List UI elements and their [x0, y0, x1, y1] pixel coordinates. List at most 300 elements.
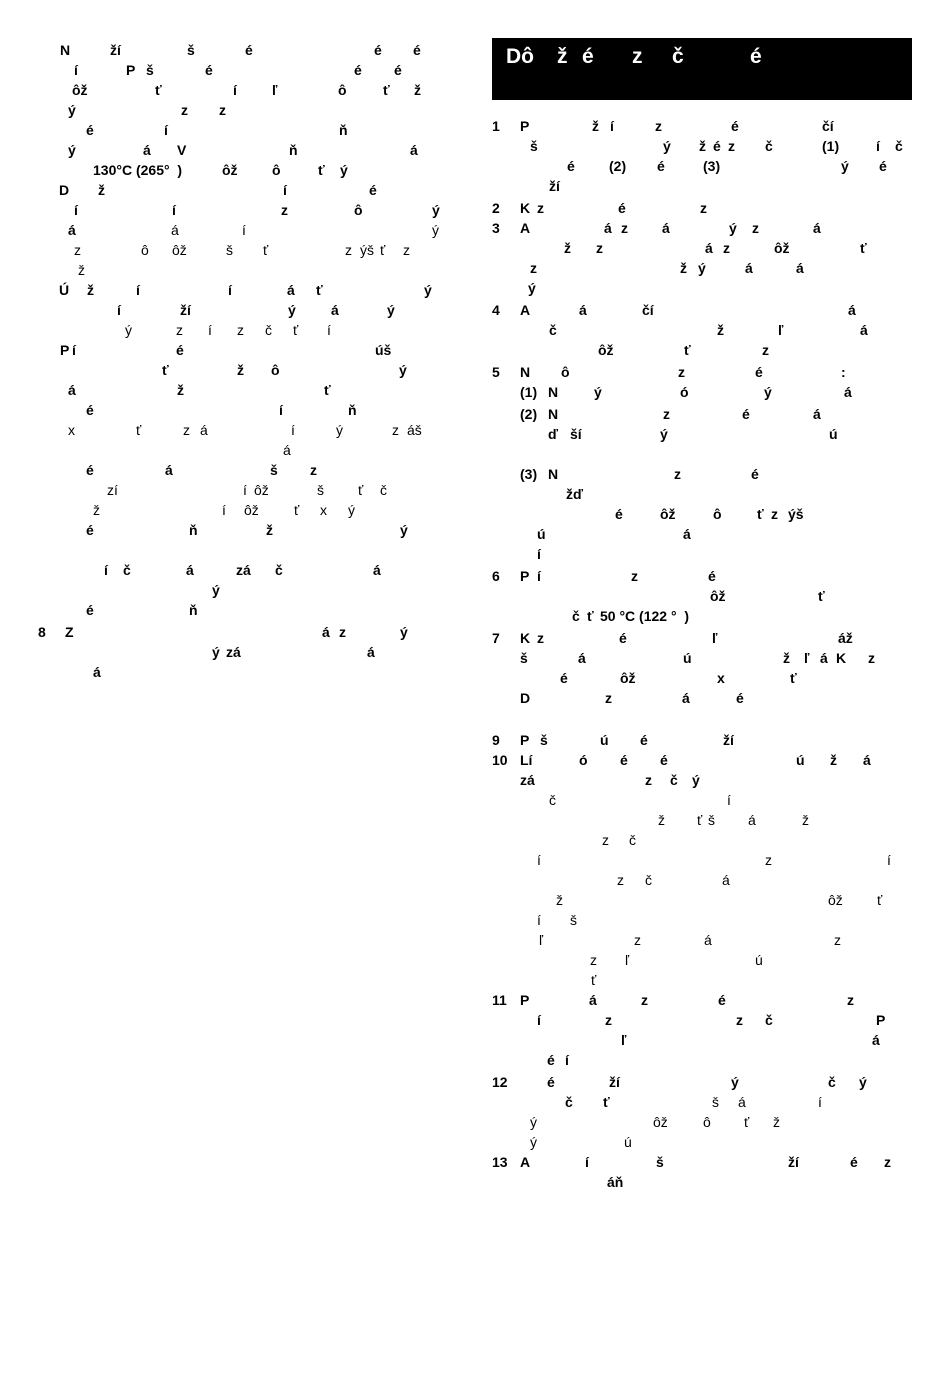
- glyph-fragment: z: [765, 852, 772, 868]
- text-line: [0, 1132, 950, 1152]
- glyph-fragment: z: [771, 506, 778, 522]
- text-line: [0, 504, 950, 524]
- glyph-fragment: ôž: [72, 82, 88, 98]
- glyph-fragment: ý: [399, 362, 407, 378]
- glyph-fragment: (1): [822, 138, 840, 154]
- glyph-fragment: á: [745, 260, 753, 276]
- glyph-fragment: á: [683, 526, 691, 542]
- glyph-fragment: ý: [764, 384, 772, 400]
- glyph-fragment: úš: [375, 342, 392, 358]
- glyph-fragment: ž: [592, 118, 599, 134]
- glyph-fragment: ť: [860, 240, 867, 256]
- glyph-fragment: é: [708, 568, 716, 584]
- glyph-fragment: :: [841, 364, 846, 380]
- glyph-fragment: í: [222, 502, 226, 518]
- glyph-fragment: š: [656, 1154, 664, 1170]
- glyph-fragment: š: [570, 912, 577, 928]
- glyph-fragment: ý: [698, 260, 706, 276]
- glyph-fragment: z: [641, 992, 648, 1008]
- glyph-fragment: ť: [877, 892, 883, 908]
- glyph-fragment: P: [876, 1012, 886, 1028]
- glyph-fragment: 11: [492, 992, 507, 1008]
- glyph-fragment: č: [645, 872, 652, 888]
- glyph-fragment: z: [700, 200, 707, 216]
- glyph-fragment: á: [844, 384, 852, 400]
- glyph-fragment: í: [72, 342, 76, 358]
- glyph-fragment: N: [520, 364, 531, 380]
- glyph-fragment: 2: [492, 200, 500, 216]
- text-line: [0, 730, 950, 750]
- glyph-fragment: Lí: [520, 752, 533, 768]
- glyph-fragment: z: [345, 242, 352, 258]
- glyph-fragment: ť: [757, 506, 764, 522]
- glyph-fragment: D: [59, 182, 70, 198]
- glyph-fragment: ží: [788, 1154, 799, 1170]
- glyph-fragment: ž: [680, 260, 687, 276]
- glyph-fragment: ľ: [539, 932, 544, 948]
- glyph-fragment: z: [403, 242, 410, 258]
- glyph-fragment: á: [68, 382, 76, 398]
- glyph-fragment: ý: [432, 222, 439, 238]
- glyph-fragment: é: [718, 992, 726, 1008]
- glyph-fragment: é: [86, 602, 94, 618]
- glyph-fragment: ť: [136, 422, 142, 438]
- glyph-fragment: é: [713, 138, 721, 154]
- glyph-fragment: í: [610, 118, 614, 134]
- glyph-fragment: ť: [697, 812, 703, 828]
- glyph-fragment: š: [226, 242, 233, 258]
- glyph-fragment: ý: [594, 384, 602, 400]
- glyph-fragment: ú: [537, 526, 546, 542]
- text-line: [0, 628, 950, 648]
- glyph-fragment: é: [547, 1052, 555, 1068]
- text-line: [0, 238, 950, 258]
- glyph-fragment: š: [317, 482, 324, 498]
- glyph-fragment: ží: [180, 302, 191, 318]
- glyph-fragment: ž: [556, 892, 563, 908]
- glyph-fragment: ť: [358, 482, 364, 498]
- glyph-fragment: z: [674, 466, 681, 482]
- glyph-fragment: A: [520, 220, 531, 236]
- glyph-fragment: P: [520, 118, 530, 134]
- glyph-fragment: z: [834, 932, 841, 948]
- glyph-fragment: 130°C (265° ): [93, 162, 183, 178]
- glyph-fragment: í: [164, 122, 168, 138]
- glyph-fragment: á: [820, 650, 828, 666]
- glyph-fragment: ú: [755, 952, 763, 968]
- text-line: [0, 1092, 950, 1112]
- text-line: [0, 424, 950, 444]
- glyph-fragment: í: [537, 568, 541, 584]
- glyph-fragment: áň: [607, 1174, 624, 1190]
- glyph-fragment: é: [176, 342, 184, 358]
- glyph-fragment: z: [634, 932, 641, 948]
- glyph-fragment: í: [74, 62, 78, 78]
- glyph-fragment: ž: [773, 1114, 780, 1130]
- glyph-fragment: x: [717, 670, 725, 686]
- glyph-fragment: z: [736, 1012, 743, 1028]
- text-line: [0, 910, 950, 930]
- glyph-fragment: é: [742, 406, 750, 422]
- text-line: [0, 362, 950, 382]
- glyph-fragment: x: [320, 502, 327, 518]
- glyph-fragment: ôž: [774, 240, 790, 256]
- glyph-fragment: ž: [93, 502, 100, 518]
- glyph-fragment: č: [565, 1094, 573, 1110]
- glyph-fragment: í: [537, 1012, 541, 1028]
- glyph-fragment: ť: [818, 588, 825, 604]
- glyph-fragment: 7: [492, 630, 500, 646]
- glyph-fragment: z: [847, 992, 854, 1008]
- glyph-fragment: z: [655, 118, 662, 134]
- glyph-fragment: č: [265, 322, 272, 338]
- glyph-fragment: é: [620, 752, 628, 768]
- glyph-fragment: 6: [492, 568, 500, 584]
- glyph-fragment: ť: [316, 282, 323, 298]
- glyph-fragment: é: [86, 522, 94, 538]
- glyph-fragment: ž: [830, 752, 837, 768]
- glyph-fragment: ô: [338, 82, 347, 98]
- glyph-fragment: é: [731, 118, 739, 134]
- glyph-fragment: ý: [288, 302, 296, 318]
- glyph-fragment: ú: [829, 426, 838, 442]
- glyph-fragment: á: [860, 322, 868, 338]
- text-line: [0, 1152, 950, 1172]
- glyph-fragment: ť: [591, 972, 597, 988]
- glyph-fragment: V: [177, 142, 187, 158]
- glyph-fragment: z: [596, 240, 603, 256]
- glyph-fragment: á: [589, 992, 597, 1008]
- glyph-fragment: ý: [336, 422, 343, 438]
- glyph-fragment: ý: [125, 322, 132, 338]
- glyph-fragment: á: [287, 282, 295, 298]
- glyph-fragment: ľ: [778, 322, 784, 338]
- glyph-fragment: ôž: [620, 670, 636, 686]
- glyph-fragment: é: [245, 42, 253, 58]
- glyph-fragment: é: [369, 182, 377, 198]
- glyph-fragment: ôž: [660, 506, 676, 522]
- text-line: [0, 116, 950, 136]
- glyph-fragment: ší: [570, 426, 582, 442]
- glyph-fragment: ž: [802, 812, 809, 828]
- text-line: [0, 404, 950, 424]
- glyph-fragment: ží: [110, 42, 121, 58]
- glyph-fragment: ý: [212, 644, 220, 660]
- glyph-fragment: ží: [609, 1074, 620, 1090]
- text-line: [0, 830, 950, 850]
- glyph-fragment: ý: [731, 1074, 739, 1090]
- glyph-fragment: ý: [729, 220, 737, 236]
- glyph-fragment: á: [93, 664, 101, 680]
- glyph-fragment: ľ: [712, 630, 718, 646]
- glyph-fragment: ý: [212, 582, 220, 598]
- glyph-fragment: á: [283, 442, 291, 458]
- glyph-fragment: zá: [236, 562, 251, 578]
- glyph-fragment: š: [540, 732, 548, 748]
- glyph-fragment: x: [68, 422, 75, 438]
- text-line: [0, 990, 950, 1010]
- glyph-fragment: í: [242, 222, 246, 238]
- text-line: [0, 586, 950, 606]
- text-line: [0, 156, 950, 176]
- glyph-fragment: z: [219, 102, 226, 118]
- glyph-fragment: 8: [38, 624, 46, 640]
- glyph-fragment: čí: [822, 118, 834, 134]
- title-fragment: é: [582, 45, 594, 68]
- glyph-fragment: ž: [78, 262, 85, 278]
- text-line: [0, 1112, 950, 1132]
- title-fragment: č: [672, 45, 684, 68]
- glyph-fragment: ú: [683, 650, 692, 666]
- text-line: [0, 218, 950, 238]
- glyph-fragment: á: [748, 812, 756, 828]
- glyph-fragment: ý: [68, 142, 76, 158]
- glyph-fragment: ý: [68, 102, 76, 118]
- glyph-fragment: č: [549, 792, 556, 808]
- glyph-fragment: ôž: [653, 1114, 668, 1130]
- glyph-fragment: á: [682, 690, 690, 706]
- glyph-fragment: é: [86, 122, 94, 138]
- glyph-fragment: K: [836, 650, 847, 666]
- glyph-fragment: z: [176, 322, 183, 338]
- text-line: [0, 382, 950, 402]
- glyph-fragment: í: [727, 792, 731, 808]
- glyph-fragment: é: [86, 462, 94, 478]
- text-line: [0, 890, 950, 910]
- glyph-fragment: z: [281, 202, 288, 218]
- glyph-fragment: K: [520, 200, 531, 216]
- glyph-fragment: é: [413, 42, 421, 58]
- glyph-fragment: é: [618, 200, 626, 216]
- text-line: [0, 524, 950, 544]
- glyph-fragment: P: [126, 62, 136, 78]
- glyph-fragment: ô: [561, 364, 570, 380]
- glyph-fragment: á: [322, 624, 330, 640]
- text-line: [0, 80, 950, 100]
- glyph-fragment: é: [755, 364, 763, 380]
- glyph-fragment: A: [520, 302, 531, 318]
- glyph-fragment: á: [848, 302, 856, 318]
- text-line: [0, 770, 950, 790]
- glyph-fragment: ľ: [804, 650, 810, 666]
- glyph-fragment: š: [708, 812, 715, 828]
- text-line: [0, 1072, 950, 1092]
- glyph-fragment: é: [879, 158, 887, 174]
- glyph-fragment: č: [549, 322, 557, 338]
- glyph-fragment: z: [183, 422, 190, 438]
- glyph-fragment: ý: [432, 202, 440, 218]
- glyph-fragment: á: [143, 142, 151, 158]
- glyph-fragment: áž: [838, 630, 853, 646]
- glyph-fragment: ť: [380, 242, 386, 258]
- glyph-fragment: z: [181, 102, 188, 118]
- text-line: [0, 464, 950, 484]
- text-line: [0, 484, 950, 504]
- text-line: [0, 136, 950, 156]
- glyph-fragment: z: [645, 772, 652, 788]
- glyph-fragment: K: [520, 630, 531, 646]
- glyph-fragment: 5: [492, 364, 500, 380]
- glyph-fragment: 13: [492, 1154, 508, 1170]
- glyph-fragment: í: [537, 546, 541, 562]
- glyph-fragment: š: [270, 462, 278, 478]
- glyph-fragment: z: [663, 406, 670, 422]
- glyph-fragment: 3: [492, 220, 500, 236]
- glyph-fragment: í: [291, 422, 295, 438]
- glyph-fragment: (1): [520, 384, 538, 400]
- glyph-fragment: 12: [492, 1074, 508, 1090]
- glyph-fragment: ô: [141, 242, 149, 258]
- glyph-fragment: A: [520, 1154, 531, 1170]
- glyph-fragment: č: [275, 562, 283, 578]
- glyph-fragment: (3): [703, 158, 721, 174]
- glyph-fragment: z: [617, 872, 624, 888]
- glyph-fragment: č: [895, 138, 903, 154]
- glyph-fragment: ň: [289, 142, 298, 158]
- glyph-fragment: á: [171, 222, 179, 238]
- glyph-fragment: ý: [400, 522, 408, 538]
- glyph-fragment: á: [200, 422, 208, 438]
- glyph-fragment: ôž: [710, 588, 726, 604]
- glyph-fragment: z: [631, 568, 638, 584]
- glyph-fragment: ý: [660, 426, 668, 442]
- glyph-fragment: ž: [783, 650, 790, 666]
- glyph-fragment: ôž: [254, 482, 269, 498]
- glyph-fragment: á: [186, 562, 194, 578]
- glyph-fragment: z: [678, 364, 685, 380]
- glyph-fragment: ť: [155, 82, 162, 98]
- glyph-fragment: ú: [624, 1134, 632, 1150]
- glyph-fragment: z: [537, 200, 544, 216]
- text-line: [0, 176, 950, 196]
- glyph-fragment: Ú: [59, 282, 70, 298]
- glyph-fragment: 4: [492, 302, 500, 318]
- glyph-fragment: ó: [579, 752, 588, 768]
- glyph-fragment: áš: [407, 422, 422, 438]
- glyph-fragment: š: [530, 138, 538, 154]
- glyph-fragment: č: [765, 1012, 773, 1028]
- text-line: [0, 300, 950, 320]
- text-line: [0, 648, 950, 668]
- text-line: [0, 1030, 950, 1050]
- text-line: [0, 810, 950, 830]
- glyph-fragment: í: [585, 1154, 589, 1170]
- glyph-fragment: á: [813, 220, 821, 236]
- text-line: [0, 790, 950, 810]
- glyph-fragment: ž: [237, 362, 244, 378]
- glyph-fragment: é: [394, 62, 402, 78]
- text-line: [0, 1050, 950, 1070]
- glyph-fragment: ť: [383, 82, 390, 98]
- text-line: [0, 60, 950, 80]
- glyph-fragment: z: [884, 1154, 891, 1170]
- title-fragment: é: [750, 45, 762, 68]
- glyph-fragment: z: [605, 1012, 612, 1028]
- glyph-fragment: á: [796, 260, 804, 276]
- glyph-fragment: zí: [107, 482, 118, 498]
- text-line: [0, 750, 950, 770]
- glyph-fragment: á: [872, 1032, 880, 1048]
- glyph-fragment: š: [520, 650, 528, 666]
- glyph-fragment: 10: [492, 752, 508, 768]
- glyph-fragment: é: [736, 690, 744, 706]
- glyph-fragment: z: [762, 342, 769, 358]
- glyph-fragment: P: [520, 568, 530, 584]
- glyph-fragment: ý: [663, 138, 671, 154]
- glyph-fragment: z: [537, 630, 544, 646]
- glyph-fragment: é: [354, 62, 362, 78]
- glyph-fragment: í: [537, 912, 541, 928]
- glyph-fragment: č: [765, 138, 773, 154]
- glyph-fragment: é: [751, 466, 759, 482]
- glyph-fragment: ý: [530, 1114, 537, 1130]
- glyph-fragment: N: [548, 406, 559, 422]
- glyph-fragment: zá: [226, 644, 241, 660]
- glyph-fragment: í: [565, 1052, 569, 1068]
- glyph-fragment: ž: [414, 82, 421, 98]
- text-line: [0, 198, 950, 218]
- glyph-fragment: í: [243, 482, 247, 498]
- glyph-fragment: é: [547, 1074, 555, 1090]
- glyph-fragment: ť: [318, 162, 325, 178]
- glyph-fragment: z: [590, 952, 597, 968]
- glyph-fragment: ť: [162, 362, 169, 378]
- glyph-fragment: ť: [324, 382, 331, 398]
- glyph-fragment: á: [165, 462, 173, 478]
- glyph-fragment: D: [520, 690, 531, 706]
- glyph-fragment: ž: [266, 522, 273, 538]
- glyph-fragment: í: [233, 82, 237, 98]
- glyph-fragment: z: [237, 322, 244, 338]
- glyph-fragment: ô: [272, 162, 281, 178]
- glyph-fragment: (3): [520, 466, 538, 482]
- glyph-fragment: á: [604, 220, 612, 236]
- glyph-fragment: é: [850, 1154, 858, 1170]
- glyph-fragment: á: [373, 562, 381, 578]
- glyph-fragment: čí: [642, 302, 654, 318]
- glyph-fragment: á: [68, 222, 76, 238]
- glyph-fragment: (2): [609, 158, 627, 174]
- glyph-fragment: č: [572, 608, 580, 624]
- glyph-fragment: á: [331, 302, 339, 318]
- glyph-fragment: ý: [859, 1074, 867, 1090]
- glyph-fragment: ť: [587, 608, 594, 624]
- text-line: [0, 566, 950, 586]
- glyph-fragment: ôž: [172, 242, 187, 258]
- glyph-fragment: z: [621, 220, 628, 236]
- glyph-fragment: á: [579, 302, 587, 318]
- glyph-fragment: N: [60, 42, 71, 58]
- glyph-fragment: ô: [271, 362, 280, 378]
- glyph-fragment: ľ: [625, 952, 630, 968]
- text-line: [0, 1010, 950, 1030]
- glyph-fragment: žď: [566, 486, 584, 502]
- glyph-fragment: í: [876, 138, 880, 154]
- glyph-fragment: í: [887, 852, 891, 868]
- glyph-fragment: ť: [684, 342, 691, 358]
- text-line: [0, 606, 950, 626]
- glyph-fragment: é: [640, 732, 648, 748]
- text-line: [0, 668, 950, 688]
- glyph-fragment: z: [752, 220, 759, 236]
- glyph-fragment: ž: [87, 282, 94, 298]
- text-line: [0, 930, 950, 950]
- text-line: [0, 320, 950, 340]
- glyph-fragment: ý: [692, 772, 700, 788]
- title-fragment: z: [632, 45, 643, 68]
- glyph-fragment: P: [60, 342, 70, 358]
- glyph-fragment: é: [567, 158, 575, 174]
